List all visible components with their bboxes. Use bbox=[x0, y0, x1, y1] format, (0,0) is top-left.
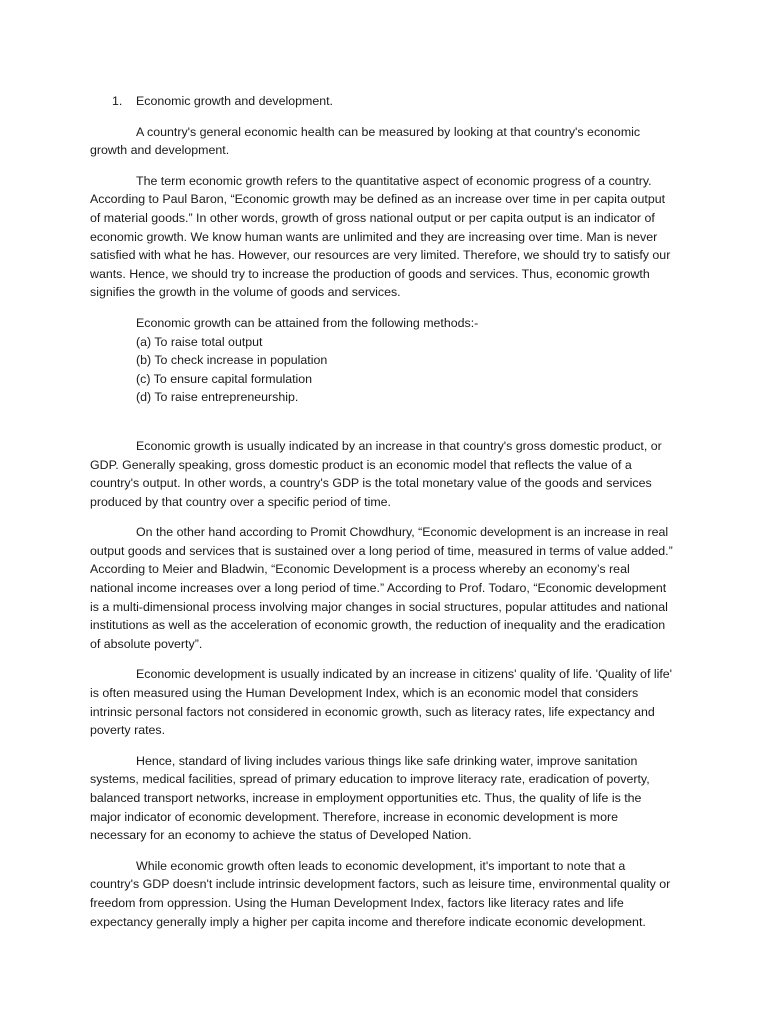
paragraph-standard-of-living: Hence, standard of living includes various things like safe drinking water, improve sanitation systems, medical facilities, spread of primary education to improve literacy rate, eradication of poverty, balanced transport networks, increase in employment opportunities etc. Thus, the quality of life is the major indicator of economic development. Therefore, increase in economic development is more necessary for an economy to achieve the status of Developed Nation. bbox=[90, 753, 650, 843]
list-item: (b) To check increase in population bbox=[136, 353, 328, 368]
section-number: 1. bbox=[112, 94, 123, 108]
paragraph-conclusion: While economic growth often leads to economic development, it's important to note that a country's GDP doesn't include intrinsic development factors, such as leisure time, environmental quality or freedom from oppression. Using the Human Development Index, factors like literacy rates and life expectancy generally imply a higher per capita income and therefore indicate economic development. bbox=[90, 858, 671, 929]
methods-list bbox=[90, 314, 674, 407]
paragraph-development-definition: On the other hand according to Promit Chowdhury, “Economic development is an increase in real output goods and services that is sustained over a long period of time, measured in terms of value added.” According to Meier and Bladwin, “Economic Development is a process whereby an economy’s real national income increases over a long period of time.” According to Prof. Todaro, “Economic development is a multi-dimensional process involving major changes in social structures, popular attitudes and national institutions as well as the acceleration of economic growth, the reduction of inequality and the eradication of absolute poverty”. bbox=[90, 525, 673, 651]
paragraph-intro: A country's general economic health can be measured by looking at that country's economic growth and development. bbox=[90, 124, 641, 158]
paragraph-growth-definition: The term economic growth refers to the quantitative aspect of economic progress of a country. According to Paul Baron, “Economic growth may be defined as an increase over time in per capita output of material goods.” In other words, growth of gross national output or per capita output is an indicator of economic growth. We know human wants are unlimited and they are increasing over time. Man is never satisfied with what he has. However, our resources are very limited. Therefore, we should try to satisfy our wants. Hence, we should try to increase the production of goods and services. Thus, economic growth signifies the growth in the volume of goods and services. bbox=[90, 173, 671, 300]
section-title: Economic growth and development. bbox=[136, 94, 333, 108]
list-item: (d) To raise entrepreneurship. bbox=[136, 390, 299, 405]
paragraph-quality-of-life: Economic development is usually indicated by an increase in citizens' quality of life. 'Quality of life' is often measured using the Human Development Index, which is an economic model that considers intrinsic personal factors not considered in economic growth, such as literacy rates, life expectancy and poverty rates. bbox=[90, 667, 673, 738]
list-item: (a) To raise total output bbox=[136, 334, 263, 349]
methods-intro: Economic growth can be attained from the following methods:- bbox=[136, 315, 479, 330]
paragraph-gdp: Economic growth is usually indicated by an increase in that country's gross domestic product, or GDP. Generally speaking, gross domestic product is an economic model that reflects the value of a country's output. In other words, a country's GDP is the total monetary value of the goods and services produced by that country over a specific period of time. bbox=[90, 438, 662, 509]
list-item: (c) To ensure capital formulation bbox=[136, 371, 313, 386]
section-heading bbox=[90, 92, 674, 111]
